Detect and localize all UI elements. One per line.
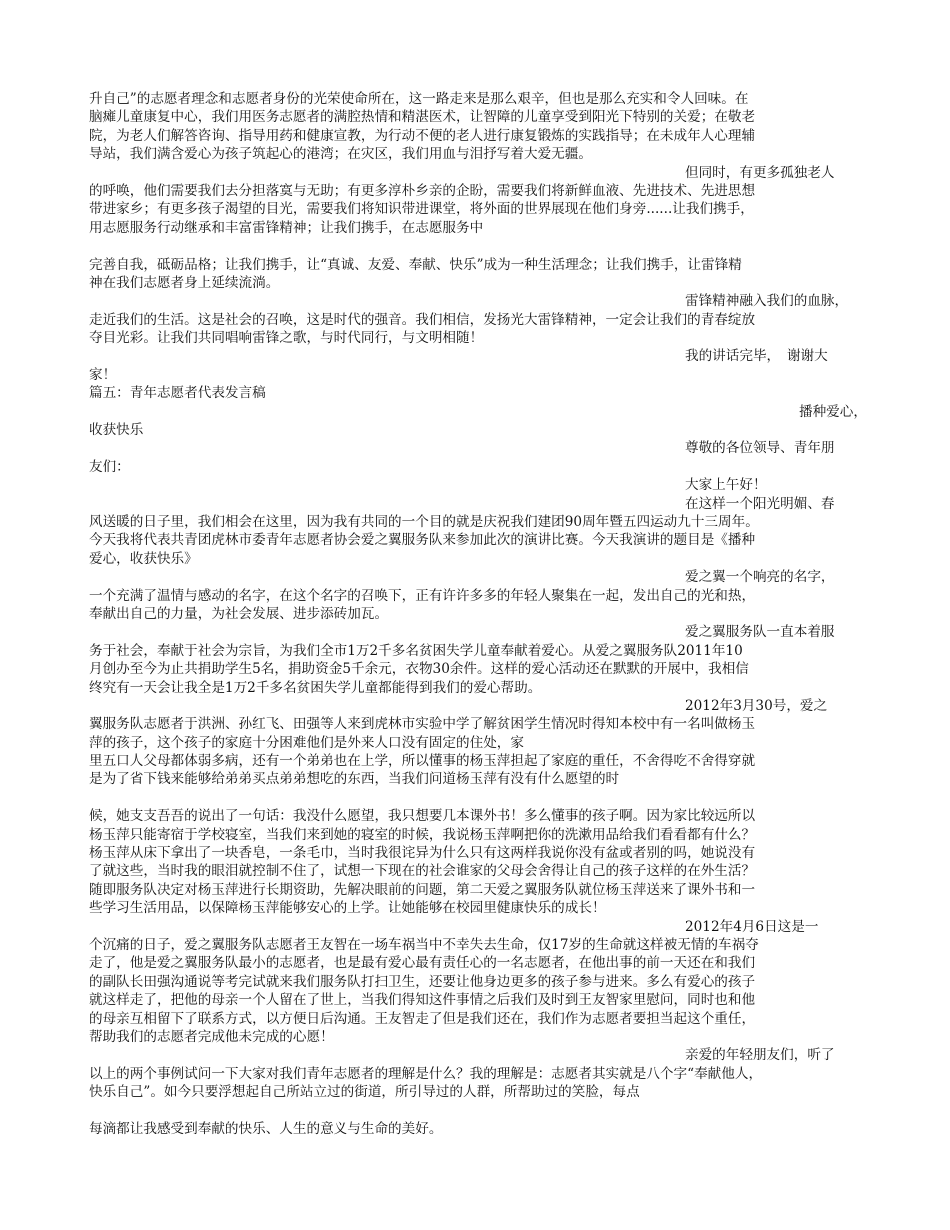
paragraph-line: 月创办至今为止共捐助学生5名，捐助资金5千余元，衣物30余件。这样的爱心活动还在默默的开展中，我相信: [89, 661, 749, 678]
paragraph-line: 在这样一个阳光明媚、春: [685, 495, 835, 512]
paragraph-line: 雷锋精神融入我们的血脉，: [685, 293, 849, 310]
paragraph-line: 亲爱的年轻朋友们，听了: [685, 1047, 835, 1064]
paragraph-line: 终究有一天会让我全是1万2千多名贫困失学儿童都能得到我们的爱心帮助。: [89, 679, 542, 696]
paragraph-line: 今天我将代表共青团虎林市委青年志愿者协会爱之翼服务队来参加此次的演讲比赛。今天我演讲的题目是《播种: [89, 532, 756, 549]
paragraph-line: 就这样走了，把他的母亲一个人留在了世上，当我们得知这件事情之后我们及时到王友智家里慰问，同时也和他: [89, 992, 756, 1009]
paragraph-line: 候，她支支吾吾的说出了一句话：我没什么愿望，我只想要几本课外书！多么懂事的孩子啊。因为家比较远所以: [89, 808, 756, 825]
paragraph-line: 风送暖的日子里，我们相会在这里，因为我有共同的一个目的就是庆祝我们建团90周年暨五四运动九十三周年。: [89, 513, 759, 530]
paragraph-line: 院，为老人们解答咨询、指导用药和健康宣教，为行动不便的老人进行康复锻炼的实践指导；在未成年人心理辅: [89, 127, 756, 144]
paragraph-line: 的副队长田强沟通说等考完试就来我们服务队打扫卫生，还要让他身边更多的孩子参与进来。多么有爱心的孩子: [89, 973, 756, 990]
paragraph-line: 帮助我们的志愿者完成他未完成的心愿！: [89, 1028, 334, 1045]
paragraph-line: 一个充满了温情与感动的名字，在这个名字的召唤下，正有许许多多的年轻人聚集在一起，发出自己的光和热，: [89, 587, 756, 604]
paragraph-line: 随即服务队决定对杨玉萍进行长期资助，先解决眼前的问题，第二天爱之翼服务队就位杨玉萍送来了课外书和一: [89, 881, 756, 898]
paragraph-line: 翼服务队志愿者于洪洲、孙红飞、田强等人来到虎林市实验中学了解贫困学生情况时得知本校中有一名叫做杨玉: [89, 716, 756, 733]
paragraph-line: 夺目光彩。让我们共同唱响雷锋之歌，与时代同行，与文明相随！: [89, 330, 484, 347]
paragraph-line: 走了，他是爱之翼服务队最小的志愿者，也是最有爱心最有责任心的一名志愿者，在他出事的前一天还在和我们: [89, 955, 756, 972]
greeting: 大家上午好！: [685, 477, 767, 494]
blank-line: [89, 237, 879, 255]
paragraph-line: 快乐自己”。如今只要浮想起自己所站立过的街道，所引导过的人群，所帮助过的笑脸，每点: [89, 1084, 640, 1101]
paragraph-line: 里五口人父母都体弱多病，还有一个弟弟也在上学，所以懂事的杨玉萍担起了家庭的重任，不舍得吃不舍得穿就: [89, 753, 756, 770]
paragraph-line: 了就这些，当时我的眼泪就控制不住了，试想一下现在的社会谁家的父母会舍得让自己的孩子这样的在外生活？: [89, 863, 756, 880]
blank-line: [89, 1101, 879, 1119]
paragraph-line: 爱之翼服务队一直本着服: [685, 624, 835, 641]
paragraph-line: 个沉痛的日子，爱之翼服务队志愿者王友智在一场车祸当中不幸失去生命，仅17岁的生命就这样被无情的车祸夺: [89, 936, 759, 953]
paragraph-line: 但同时，有更多孤独老人: [685, 164, 835, 181]
paragraph-line: 奉献出自己的力量，为社会发展、进步添砖加瓦。: [89, 605, 389, 622]
paragraph-line: 走近我们的生活。这是社会的召唤，这是时代的强音。我们相信，发扬光大雷锋精神，一定会让我们的青春绽放: [89, 311, 756, 328]
speech-title: 播种爱心，: [799, 403, 867, 420]
paragraph-line: 2012年4月6日这是一: [685, 918, 819, 935]
salutation: 尊敬的各位领导、青年朋: [685, 440, 835, 457]
paragraph-line: 萍的孩子，这个孩子的家庭十分困难他们是外来人口没有固定的住处，家: [89, 734, 524, 751]
paragraph-line: 爱之翼一个响亮的名字，: [685, 569, 835, 586]
paragraph-line: 杨玉萍从床下拿出了一块香皂，一条毛巾，当时我很诧异为什么只有这两样我说你没有盆或者别的吗，她说没有: [89, 845, 756, 862]
paragraph-line: 家！: [89, 366, 117, 383]
document-body: [89, 90, 879, 1138]
paragraph-line: 的母亲互相留下了联系方式，以方便日后沟通。王友智走了但是我们还在，我们作为志愿者要担当起这个重任，: [89, 1010, 756, 1027]
salutation: 友们：: [89, 458, 130, 475]
paragraph-line: 些学习生活用品，以保障杨玉萍能够安心的上学。让她能够在校园里健康快乐的成长！: [89, 900, 606, 917]
paragraph-line: 脑瘫儿童康复中心，我们用医务志愿者的满腔热情和精湛医术，让智障的儿童享受到阳光下特别的关爱；在敬老: [89, 109, 756, 126]
paragraph-line: 用志愿服务行动继承和丰富雷锋精神；让我们携手，在志愿服务中: [89, 219, 484, 236]
blank-line: [89, 789, 879, 807]
paragraph-line: 每滴都让我感受到奉献的快乐、人生的意义与生命的美好。: [89, 1120, 443, 1137]
paragraph-line: 完善自我，砥砺品格；让我们携手，让“真诚、友爱、奉献、快乐”成为一种生活理念；让我们携手，让雷锋精: [89, 256, 742, 273]
speech-title: 收获快乐: [89, 422, 144, 439]
paragraph-line: 务于社会，奉献于社会为宗旨，为我们全市1万2千多名贫困失学儿童奉献着爱心。从爱之翼服务队2011年10: [89, 642, 743, 659]
paragraph-line: 的呼唤，他们需要我们去分担落寞与无助；有更多淳朴乡亲的企盼，需要我们将新鲜血液、先进技术、先进思想: [89, 182, 756, 199]
paragraph-line: 升自己”的志愿者理念和志愿者身份的光荣使命所在，这一路走来是那么艰辛，但也是那么充实和令人回味。在: [89, 91, 749, 107]
paragraph-line: 以上的两个事例试问一下大家对我们青年志愿者的理解是什么？我的理解是：志愿者其实就是八个字“奉献他人，: [89, 1065, 763, 1082]
section-heading: 篇五：青年志愿者代表发言稿: [89, 385, 266, 402]
paragraph-line: 导站，我们满含爱心为孩子筑起心的港湾；在灾区，我们用血与泪抒写着大爱无疆。: [89, 146, 592, 163]
paragraph-line: 2012年3月30号，爱之: [685, 697, 828, 714]
paragraph-line: 爱心，收获快乐》: [89, 550, 198, 567]
paragraph-line: 带进家乡；有更多孩子渴望的目光，需要我们将知识带进课堂，将外面的世界展现在他们身旁......让我们携手，: [89, 201, 754, 218]
paragraph-line: 我的讲话完毕， 谢谢大: [685, 348, 828, 365]
paragraph-line: 神在我们志愿者身上延续流淌。: [89, 274, 280, 291]
paragraph-line: 杨玉萍只能寄宿于学校寝室，当我们来到她的寝室的时候，我说杨玉萍啊把你的洗漱用品给我们看看都有什么？: [89, 826, 756, 843]
paragraph-line: 是为了省下钱来能够给弟弟买点弟弟想吃的东西，当我们问道杨玉萍有没有什么愿望的时: [89, 771, 620, 788]
